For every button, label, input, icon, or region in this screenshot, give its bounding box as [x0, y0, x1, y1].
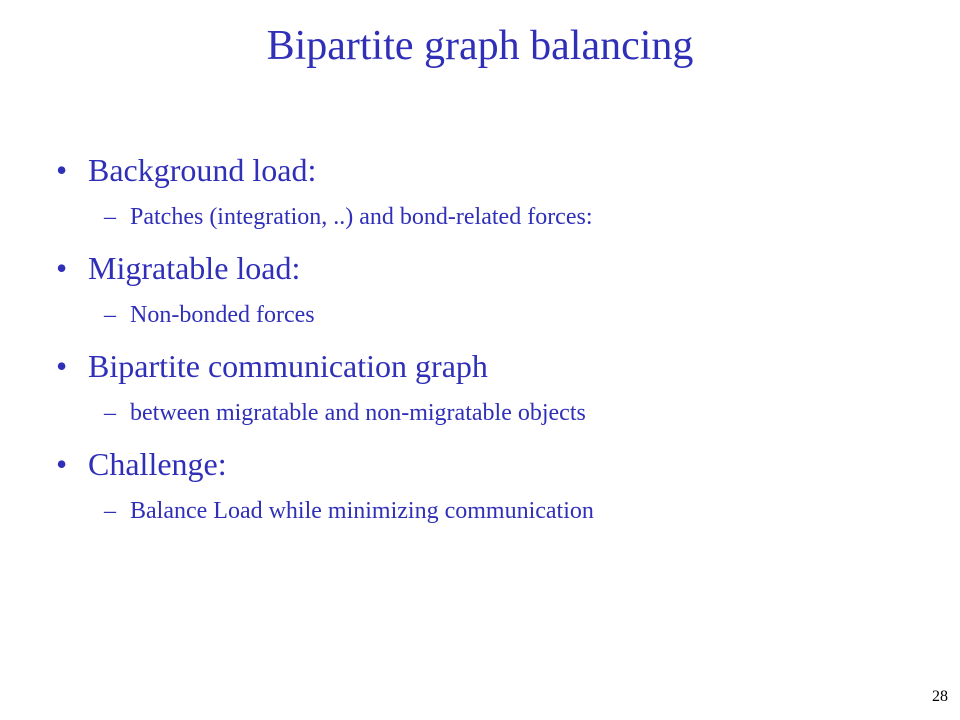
- slide-title: Bipartite graph balancing: [266, 23, 694, 69]
- bullet-item-challenge: [50, 444, 910, 496]
- sub-item-text: between migratable and non-migratable objects: [130, 400, 586, 426]
- sub-bullet-marker: –: [104, 498, 116, 524]
- page-number: 28: [932, 688, 948, 705]
- bullet-text: Bipartite communication graph: [88, 348, 488, 384]
- bullet-item-migratable-load: [50, 248, 910, 300]
- bullet-marker: •: [56, 250, 68, 286]
- bullet-marker: •: [56, 446, 68, 482]
- bullet-text: Challenge:: [88, 446, 227, 482]
- sub-item-balance-load: [50, 496, 910, 542]
- sub-bullet-marker: –: [104, 400, 116, 426]
- sub-item-patches: [50, 202, 910, 248]
- bullet-item-background-load: [50, 150, 910, 202]
- sub-item-text: Balance Load while minimizing communication: [130, 498, 594, 524]
- sub-item-text: Patches (integration, ..) and bond-related forces:: [130, 204, 593, 230]
- bullet-marker: •: [56, 348, 68, 384]
- sub-item-non-bonded: [50, 300, 910, 346]
- sub-bullet-marker: –: [104, 302, 116, 328]
- sub-item-text: Non-bonded forces: [130, 302, 315, 328]
- sub-item-between-objects: [50, 398, 910, 444]
- bullet-item-communication-graph: [50, 346, 910, 398]
- bullet-list: [50, 150, 910, 542]
- sub-bullet-marker: –: [104, 204, 116, 230]
- bullet-marker: •: [56, 152, 68, 188]
- bullet-text: Migratable load:: [88, 250, 301, 286]
- bullet-text: Background load:: [88, 152, 317, 188]
